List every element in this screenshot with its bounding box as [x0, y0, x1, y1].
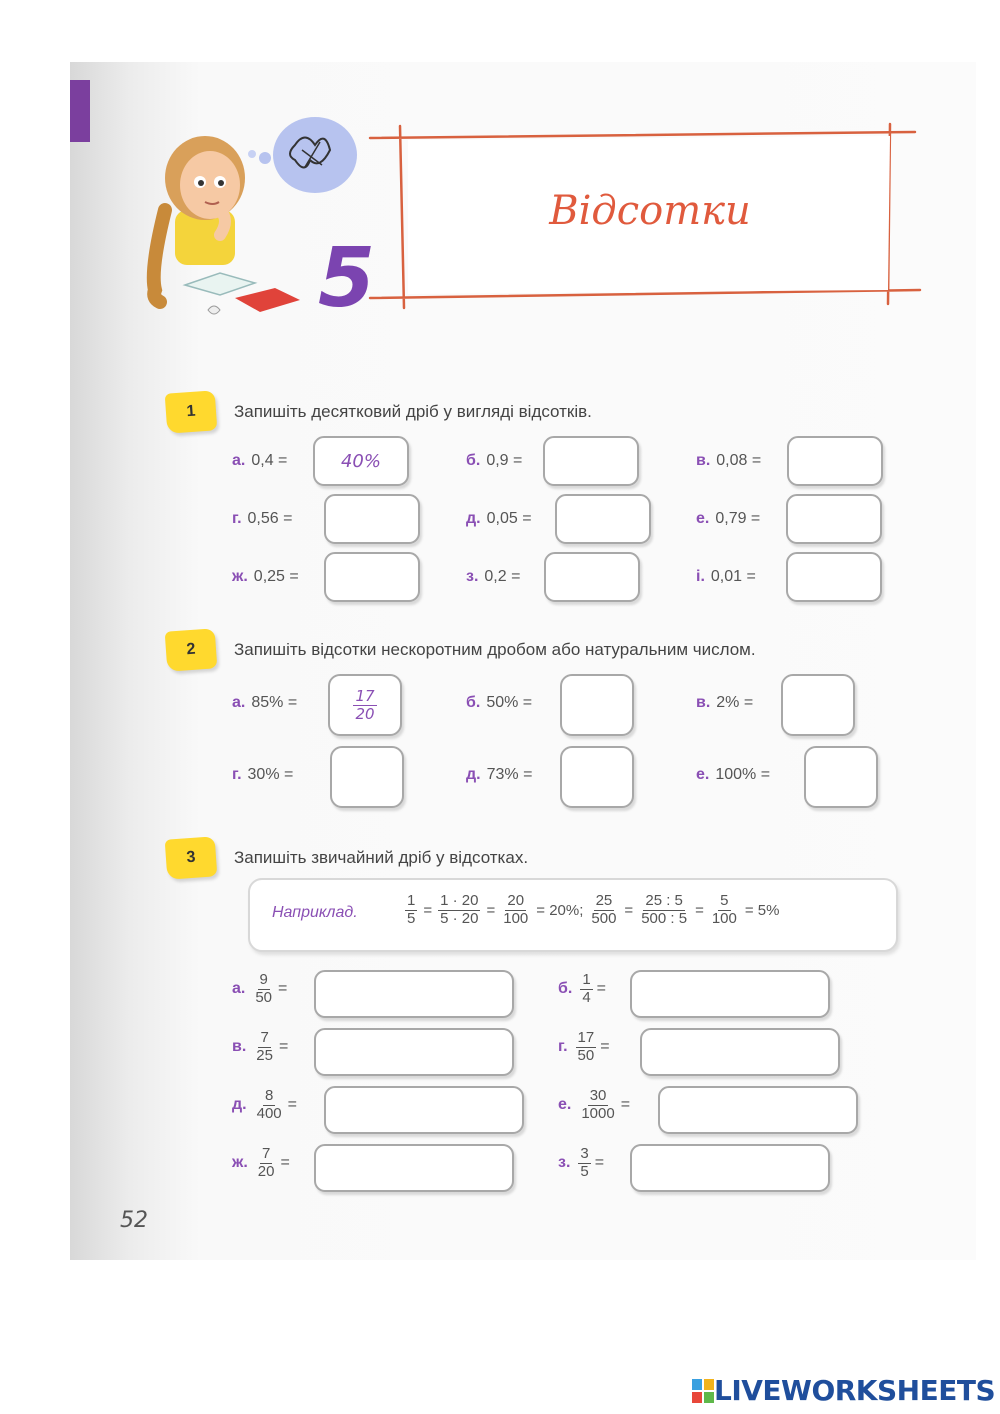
ex2-answer-a[interactable] — [328, 674, 402, 736]
ex3-answer-e[interactable] — [324, 1086, 524, 1134]
chapter-number: 5 — [318, 231, 376, 326]
ex1-answer-a[interactable] — [313, 436, 409, 486]
ex1-item-e: д. 0,05 = — [466, 510, 532, 527]
ex3-answer-a[interactable] — [314, 970, 514, 1018]
ex1-item-d: г. 0,56 = — [232, 510, 293, 527]
ex1-item-g: ж. 0,25 = — [232, 568, 299, 585]
brand-name: LIVEWORKSHEETS — [714, 1374, 996, 1407]
ex2-item-a: а. 85% = — [232, 694, 298, 711]
ex2-item-c: в. 2% = — [696, 694, 754, 711]
ex1-answer-a-value: 40% — [340, 450, 381, 472]
ex1-answer-c[interactable] — [787, 436, 883, 486]
ex1-answer-g[interactable] — [324, 552, 420, 602]
example-formula: $\frac{1}{5}$ = $\frac{1 \cdot 20}{5 \cdot 20}$ = $\frac{20}{100}$ = 20%; $\frac{25}{500}$ = $\frac{25 : 5}{500 : 5}$ = $\frac{5}{100}$ = 5% — [407, 892, 780, 927]
ex3-item-d: г. $\frac{17}{50}$ = — [558, 1029, 610, 1064]
ex2-answer-c[interactable] — [781, 674, 855, 736]
ex2-item-d: г. 30% = — [232, 766, 294, 783]
ex2-answer-a-denominator: 20 — [355, 704, 375, 723]
ex3-answer-f[interactable] — [658, 1086, 858, 1134]
ex1-item-f: е. 0,79 = — [696, 510, 761, 527]
ex2-item-f: е. 100% = — [696, 766, 771, 783]
exercise-2-instruction: Запишіть відсотки нескоротним дробом або натуральним числом. — [234, 640, 756, 659]
ex1-item-b: б. 0,9 = — [466, 452, 523, 469]
ex3-item-f: е. $\frac{30}{1000}$ = — [558, 1087, 631, 1122]
ex3-item-c: в. $\frac{7}{25}$ = — [232, 1029, 289, 1064]
ex1-item-h: з. 0,2 = — [466, 568, 521, 585]
ex2-item-b: б. 50% = — [466, 694, 533, 711]
ex1-answer-e[interactable] — [555, 494, 651, 544]
ex3-item-a: а. $\frac{9}{50}$ = — [232, 971, 288, 1006]
ex3-answer-c[interactable] — [314, 1028, 514, 1076]
ex2-answer-a-numerator: 17 — [355, 687, 375, 705]
ex3-item-b: б. $\frac{1}{4}$ = — [558, 971, 607, 1006]
example-box — [248, 878, 898, 952]
ex1-item-a: а. 0,4 = — [232, 452, 288, 469]
page-number: 52 — [120, 1208, 148, 1233]
exercise-3-instruction: Запишіть звичайний дріб у відсотках. — [234, 848, 529, 867]
ex2-answer-e[interactable] — [560, 746, 634, 808]
ex2-answer-b[interactable] — [560, 674, 634, 736]
exercise-1-badge: 1 — [165, 390, 218, 433]
liveworksheets-logo — [692, 1374, 995, 1407]
ex2-item-e: д. 73% = — [466, 766, 533, 783]
ex3-answer-d[interactable] — [640, 1028, 840, 1076]
example-label: Наприклад. — [272, 904, 358, 921]
chapter-title: Відсотки — [549, 188, 751, 234]
ex3-item-h: з. $\frac{3}{5}$ = — [558, 1145, 605, 1180]
exercise-2-badge: 2 — [165, 628, 218, 671]
ex3-answer-b[interactable] — [630, 970, 830, 1018]
exercise-1-instruction: Запишіть десятковий дріб у вигляді відсотків. — [234, 402, 592, 421]
ex1-answer-f[interactable] — [786, 494, 882, 544]
ex1-answer-i[interactable] — [786, 552, 882, 602]
ex1-item-c: в. 0,08 = — [696, 452, 762, 469]
ex3-answer-g[interactable] — [314, 1144, 514, 1192]
ex1-answer-b[interactable] — [543, 436, 639, 486]
ex3-answer-h[interactable] — [630, 1144, 830, 1192]
chapter-tab-marker — [70, 80, 90, 142]
ex2-answer-d[interactable] — [330, 746, 404, 808]
ex1-item-i: і. 0,01 = — [696, 568, 756, 585]
ex2-answer-f[interactable] — [804, 746, 878, 808]
liveworksheets-icon — [692, 1379, 714, 1403]
ex1-answer-d[interactable] — [324, 494, 420, 544]
ex1-answer-h[interactable] — [544, 552, 640, 602]
ex3-item-e: д. $\frac{8}{400}$ = — [232, 1087, 297, 1122]
ex3-item-g: ж. $\frac{7}{20}$ = — [232, 1145, 290, 1180]
exercise-3-badge: 3 — [165, 836, 218, 879]
